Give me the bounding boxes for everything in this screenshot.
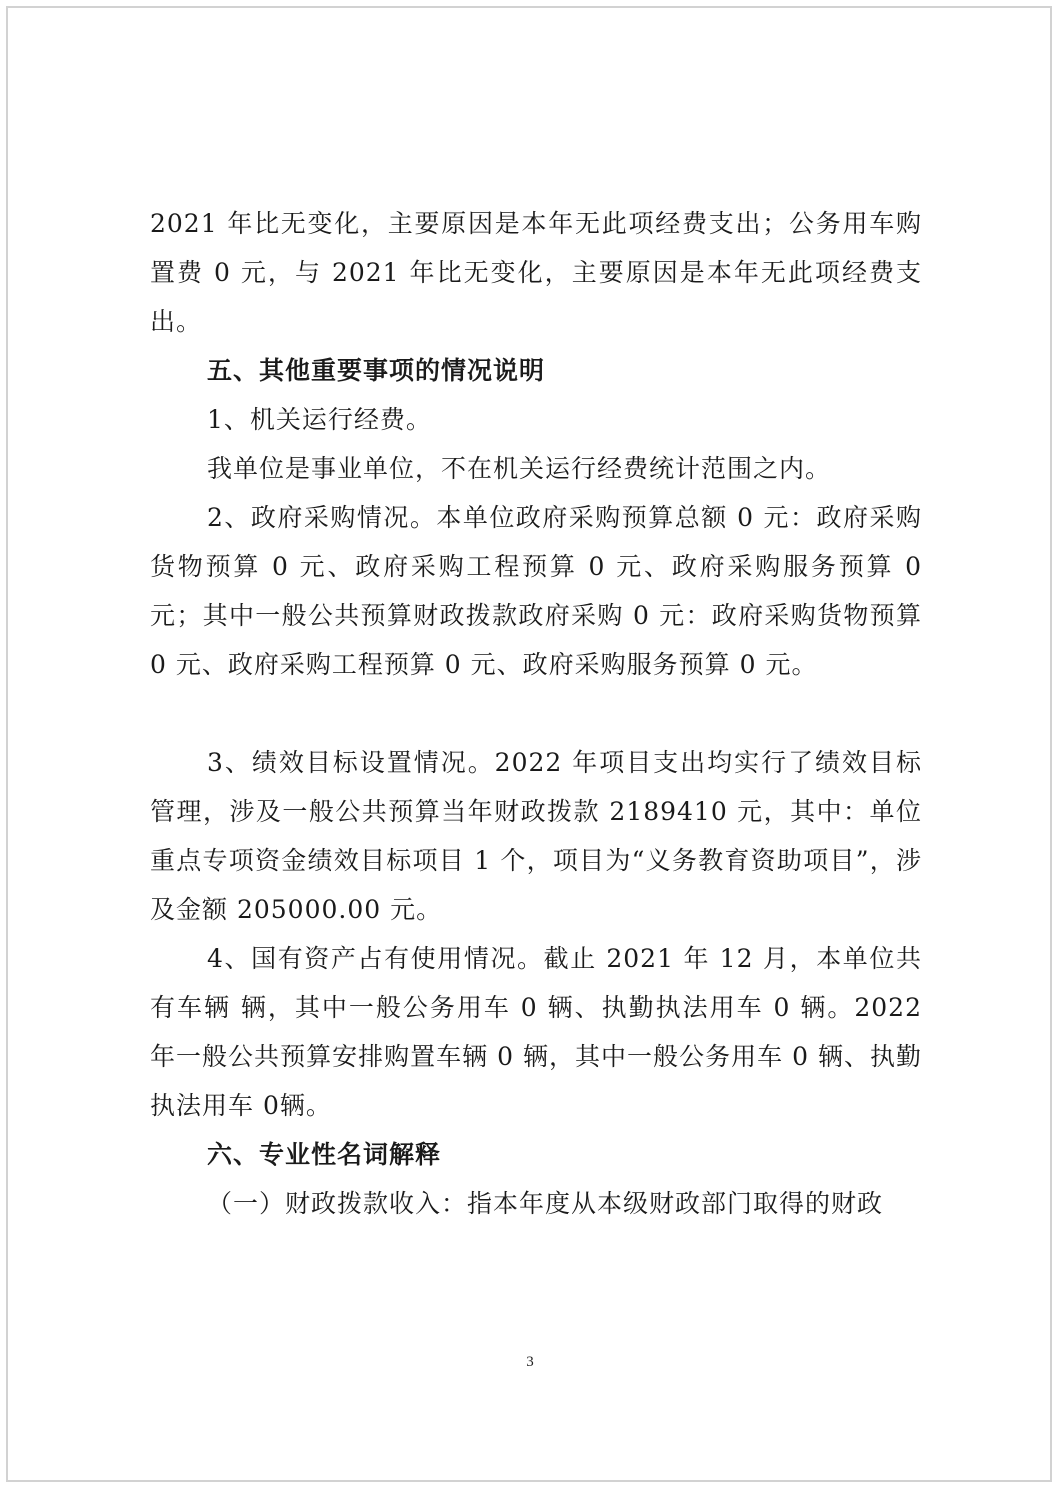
paragraph-spacer bbox=[150, 689, 922, 738]
paragraph-government-procurement: 2、政府采购情况。本单位政府采购预算总额 0 元：政府采购货物预算 0 元、政府采购工程预算 0 元、政府采购服务预算 0 元；其中一般公共预算财政拨款政府采购 0 元：政府采购货物预算 0 元、政府采购工程预算 0 元、政府采购服务预算 0 元。 bbox=[150, 503, 922, 679]
paragraph-vehicle-purchase-cost: 2021 年比无变化，主要原因是本年无此项经费支出；公务用车购置费 0 元，与 2021 年比无变化，主要原因是本年无此项经费支出。 bbox=[150, 209, 922, 336]
paragraph-operating-expenses-title: 1、机关运行经费。 bbox=[207, 405, 432, 434]
page-number: 3 bbox=[526, 1354, 534, 1370]
paragraph-operating-expenses-note: 我单位是事业单位，不在机关运行经费统计范围之内。 bbox=[207, 454, 832, 483]
paragraph-state-assets: 4、国有资产占有使用情况。截止 2021 年 12 月，本单位共有车辆 辆，其中一般公务用车 0 辆、执勤执法用车 0 辆。2022 年一般公共预算安排购置车辆 0 辆，其中一般公务用车 0 辆、执勤执法用车 0辆。 bbox=[150, 944, 922, 1120]
section-heading-terminology: 六、专业性名词解释 bbox=[207, 1140, 442, 1169]
section-heading-other-matters: 五、其他重要事项的情况说明 bbox=[207, 356, 546, 385]
document-body bbox=[150, 199, 922, 1228]
paragraph-performance-targets: 3、绩效目标设置情况。2022 年项目支出均实行了绩效目标管理，涉及一般公共预算当年财政拨款 2189410 元，其中：单位重点专项资金绩效目标项目 1 个，项目为“义务教育资助项目”，涉及金额 205000.00 元。 bbox=[150, 748, 922, 924]
paragraph-fiscal-appropriation-income: （一）财政拨款收入：指本年度从本级财政部门取得的财政 bbox=[207, 1189, 884, 1218]
